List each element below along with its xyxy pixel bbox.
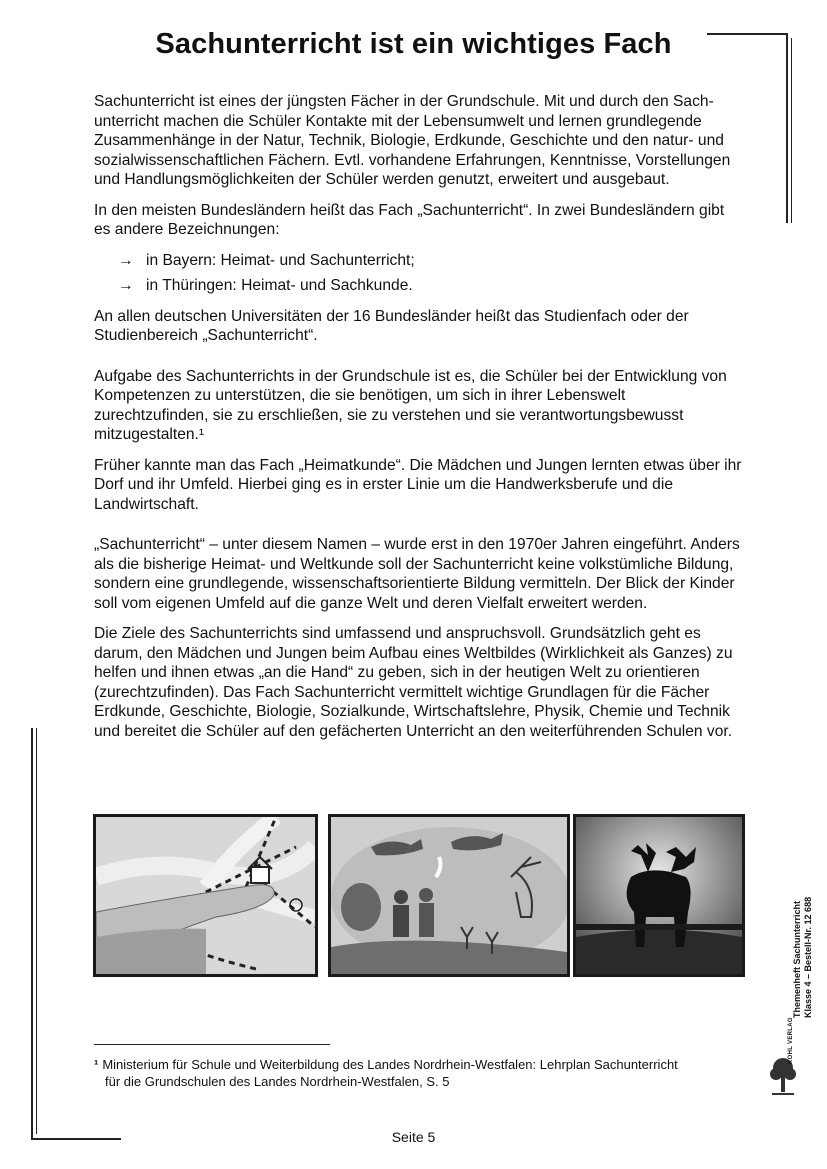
paragraph: Die Ziele des Sachunterrichts sind umfassend und anspruchsvoll. Grundsätzlich geht es darum, den Mädchen und Jungen beim Aufbau eines Weltbildes (Wirklichkeit als Ganzes) zu helfen und ihnen etwas „an die Hand“ zu geben, sich in der heutigen Welt zu orientieren (zurechtzufinden). Das Fach Sachunterricht vermittelt wichtige Grundlagen für die Fächer Erdkunde, Geschichte, Biologie, Sozialkunde, Wirtschaftslehre, Physik, Chemie und Technik und bereitet die Schüler auf den gefächerten Unterricht an den weiterführenden Schulen vor. — [94, 625, 733, 740]
list-item — [118, 276, 744, 296]
paragraph: Früher kannte man das Fach „Heimatkunde“. Die Mädchen und Jungen lernten etwas über ihr Dorf und ihr Umfeld. Hierbei ging es in erster Linie um die Handwerksberufe und die Landwirtschaft. — [94, 456, 742, 513]
list-item-text: in Bayern: Heimat- und Sachunterricht; — [146, 251, 415, 269]
frame-corner-top-right — [791, 38, 792, 223]
map-photo — [93, 814, 318, 977]
paragraph: In den meisten Bundesländern heißt das Fach „Sachunterricht“. In zwei Bundesländern gibt es andere Bezeichnungen: — [94, 201, 725, 238]
bullet-list — [94, 251, 744, 296]
cave-painting-drawing — [331, 817, 567, 974]
moose-photo — [573, 814, 745, 977]
side-text-line: Klasse 4 – Bestell-Nr. 12 688 — [803, 896, 813, 1018]
publisher-name: KOHL VERLAG — [788, 1017, 794, 1064]
arrow-right-icon: → — [118, 251, 134, 269]
list-item-text: in Thüringen: Heimat- und Sachkunde. — [146, 277, 413, 294]
cave-painting-illustration — [328, 814, 570, 977]
body-text — [94, 92, 744, 752]
footnote-text: für die Grundschulen des Landes Nordrhein-Westfalen, S. 5 — [105, 1074, 450, 1089]
frame-corner-top-right — [786, 33, 788, 223]
footnote — [94, 1056, 754, 1090]
map-photo-illustration — [96, 817, 315, 974]
paragraph: Aufgabe des Sachunterrichts in der Grundschule ist es, die Schüler bei der Entwicklung von Kompetenzen zu unterstützen, die sie benötigen, um sich in ihrer Lebenswelt zurechtzufinden, sie zu erschließen, sie zu verstehen und sie verantwortungsbewusst mitzugestalten.¹ — [94, 367, 727, 443]
paragraph: An allen deutschen Universitäten der 16 Bundesländer heißt das Studienfach oder der Studienbereich „Sachunterricht“. — [94, 307, 689, 344]
paragraph: „Sachunterricht“ – unter diesem Namen – wurde erst in den 1970er Jahren eingeführt. Anders als die bisherige Heimat- und Weltkunde soll der Sachunterricht keine volkstümliche Bildung, sondern eine grundlegende, wissenschaftsorientierte Bildung vermitteln. Der Blick der Kinder soll vom eigenen Umfeld auf die ganze Welt und deren Vielfalt erweitert werden. — [94, 536, 740, 612]
footnote-number: ¹ — [94, 1057, 99, 1072]
frame-corner-bottom-left — [31, 728, 33, 1139]
arrow-right-icon: → — [118, 277, 134, 294]
paragraph: Sachunterricht ist eines der jüngsten Fächer in der Grundschule. Mit und durch den Sachunterricht machen die Schüler Kontakte mit der Lebensumwelt und lernen grundlegende Zusammenhänge in der Natur, Technik, Biologie, Erdkunde, Geschichte und den natur- und sozialwissenschaftlichen Fächern. Evtl. vorhandene Erfahrungen, Kenntnisse, Vorstellungen und Handlungsmöglichkeiten der Schüler werden genutzt, erweitert und ausgebaut. — [94, 93, 731, 188]
frame-corner-bottom-left — [36, 728, 37, 1134]
footnote-text: Ministerium für Schule und Weiterbildung des Landes Nordrhein-Westfalen: Lehrplan Sachunterricht — [102, 1057, 678, 1072]
side-publication-info — [776, 858, 813, 1018]
page-number: Seite 5 — [391, 1129, 436, 1145]
page-title: Sachunterricht ist ein wichtiges Fach — [155, 28, 672, 60]
side-text — [792, 858, 814, 1018]
footnote-divider — [94, 1044, 330, 1045]
list-item — [118, 251, 744, 271]
moose-silhouette — [576, 817, 742, 974]
side-text-line: Themenheft Sachunterricht — [792, 900, 802, 1018]
publisher-logo — [768, 1017, 802, 1096]
